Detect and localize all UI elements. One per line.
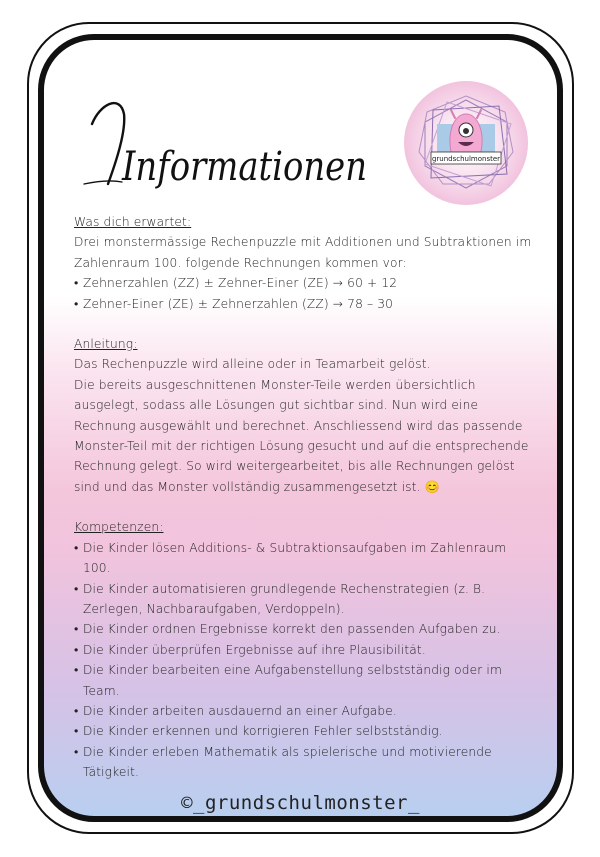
section-paragraph: Das Rechenpuzzle wird alleine oder in Teamarbeit gelöst. (74, 357, 431, 372)
list-item: • Die Kinder überprüfen Ergebnisse auf ihre Plausibilität. (74, 640, 534, 660)
info-card (38, 34, 563, 822)
list-item: • Zehner-Einer (ZE) ± Zehnerzahlen (ZZ) → 78 – 30 (74, 294, 534, 314)
page-title (78, 84, 378, 194)
title-text: Informationen (121, 144, 367, 190)
list-item: • Die Kinder erleben Mathematik als spielerische und motivierende Tätigkeit. (74, 742, 534, 783)
list-item: • Die Kinder ordnen Ergebnisse korrekt den passenden Aufgaben zu. (74, 619, 534, 639)
list-item: • Die Kinder lösen Additions- & Subtraktionsaufgaben im Zahlenraum 100. (74, 538, 534, 579)
list-item: • Die Kinder erkennen und korrigieren Fehler selbstständig. (74, 721, 534, 741)
title-script (78, 84, 378, 194)
section-instructions (74, 334, 534, 497)
bullet-list (74, 538, 534, 783)
list-item: • Die Kinder automatisieren grundlegende Rechenstrategien (z. B. Zerlegen, Nachbaraufgaben, Verdoppeln). (74, 579, 534, 620)
section-paragraph: Die bereits ausgeschnittenen Monster-Teile werden übersichtlich ausgelegt, sodass alle Lösungen gut sichtbar sind. Nun wird eine Rechnung ausgewählt und berechnet. Anschliessend wird das passende Monster-Teil mit der richtigen Lösung gesucht und auf die entsprechende Rechnung gelegt. So wird weitergearbeitet, bis alle Rechnungen gelöst sind und das Monster vollständig zusammengesetzt ist. 😊 (74, 377, 529, 494)
content-body (74, 212, 534, 803)
bullet-list (74, 273, 534, 314)
section-expectation (74, 212, 534, 314)
list-item: • Zehnerzahlen (ZZ) ± Zehner-Einer (ZE) → 60 + 12 (74, 273, 534, 293)
grundschulmonster-logo (403, 80, 529, 206)
logo-text: grundschulmonster (431, 155, 501, 163)
section-competences (74, 517, 534, 782)
section-paragraph: Drei monstermässige Rechenpuzzle mit Additionen und Subtraktionen im Zahlenraum 100. folgende Rechnungen kommen vor: (74, 235, 532, 270)
list-item: • Die Kinder arbeiten ausdauernd an einer Aufgabe. (74, 701, 534, 721)
section-heading: Kompetenzen: (74, 520, 164, 535)
section-heading: Anleitung: (74, 337, 138, 352)
list-item: • Die Kinder bearbeiten eine Aufgabenstellung selbstständig oder im Team. (74, 660, 534, 701)
footer-credit: ©_grundschulmonster_ (181, 792, 420, 814)
section-heading: Was dich erwartet: (74, 215, 192, 229)
